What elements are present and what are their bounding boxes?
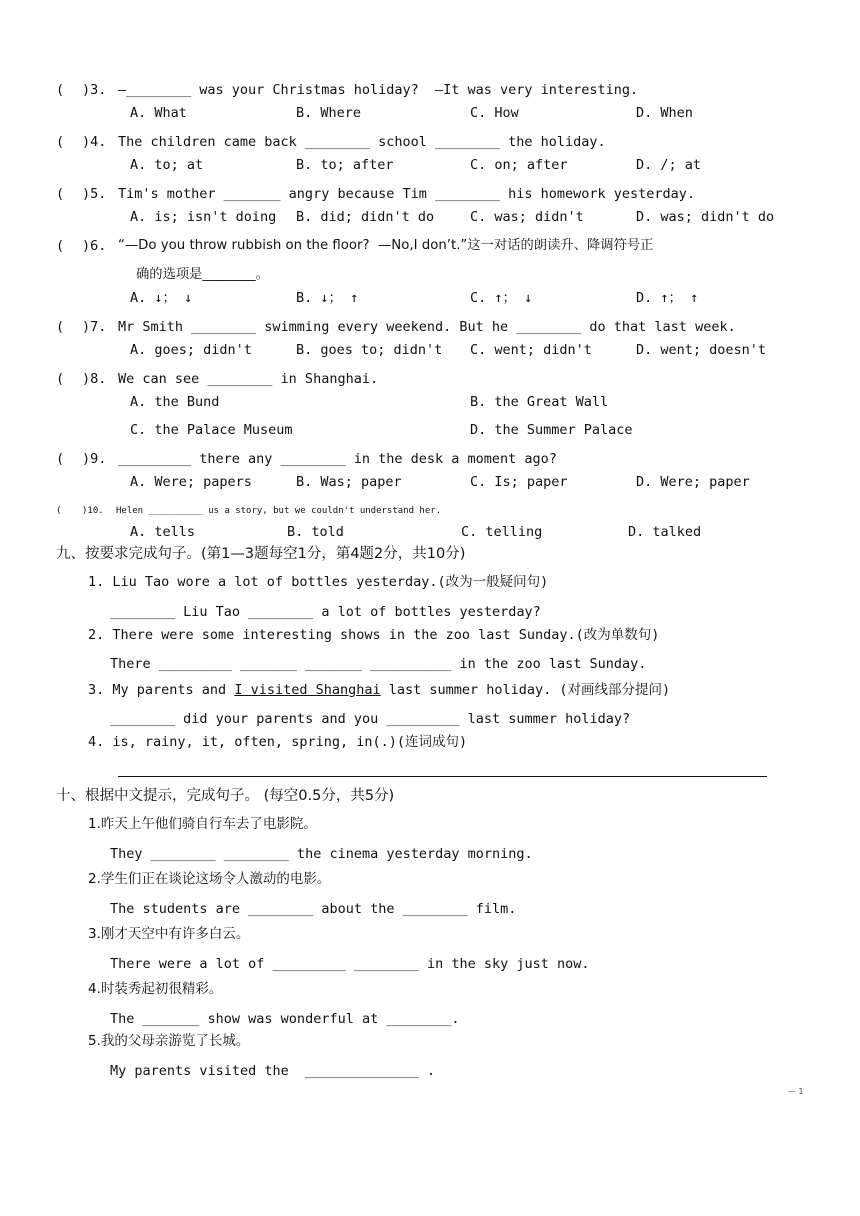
answer-line <box>118 776 767 777</box>
section-nine-title: 九、按要求完成句子。(第1—3题每空1分，第4题2分，共10分) <box>56 546 466 562</box>
option-b: B. ↓； ↑ <box>296 290 359 306</box>
section-ten-a3: There were a lot of _________ ________ in the sky just now. <box>110 956 590 972</box>
section-ten-a2: The students are ________ about the ________ film. <box>110 901 517 917</box>
question-number: ( <box>56 319 65 335</box>
question-stem: _________ there any ________ in the desk a moment ago? <box>118 451 557 467</box>
section-ten-a5: My parents visited the ______________ . <box>110 1063 436 1079</box>
section-ten-q5: 5.我的父母亲游览了长城。 <box>88 1033 250 1049</box>
question-number: )9. <box>82 451 107 467</box>
option-b: B. Was; paper <box>296 474 402 490</box>
option-b: B. told <box>287 524 344 540</box>
section-nine-q2: 2. There were some interesting shows in the zoo last Sunday.(改为单数句) <box>88 627 660 643</box>
question-number: ( <box>56 238 65 254</box>
option-b: B. to; after <box>296 157 394 173</box>
option-c: C. Is; paper <box>470 474 568 490</box>
question-number: ( <box>56 371 65 387</box>
option-c: C. went; didn't <box>470 342 592 358</box>
section-ten-title: 十、根据中文提示，完成句子。 (每空0.5分，共5分) <box>56 788 395 804</box>
question-stem: We can see ________ in Shanghai. <box>118 371 379 387</box>
option-c: C. telling <box>461 524 543 540</box>
option-d: D. When <box>636 105 693 121</box>
option-c: C. was; didn't <box>470 209 584 225</box>
option-d: D. the Summer Palace <box>470 422 633 438</box>
section-ten-q4: 4.时装秀起初很精彩。 <box>88 981 223 997</box>
option-c: C. the Palace Museum <box>130 422 293 438</box>
option-a: A. ↓； ↓ <box>130 290 193 306</box>
option-d: D. was; didn't do <box>636 209 775 225</box>
question-number: ( <box>56 82 65 98</box>
question-number: )6. <box>82 238 107 254</box>
section-ten-q1: 1.昨天上午他们骑自行车去了电影院。 <box>88 816 317 832</box>
section-ten-a4: The _______ show was wonderful at ________. <box>110 1011 460 1027</box>
option-b: B. goes to; didn't <box>296 342 443 358</box>
question-number: ( <box>56 506 62 516</box>
option-d: D. /; at <box>636 157 702 173</box>
section-nine-q3: 3. My parents and I visited Shanghai last summer holiday. (对画线部分提问) <box>88 682 671 698</box>
option-b: B. the Great Wall <box>470 394 609 410</box>
section-ten-a1: They ________ ________ the cinema yesterday morning. <box>110 846 533 862</box>
option-a: A. goes; didn't <box>130 342 252 358</box>
question-number: )10. <box>82 506 104 516</box>
option-d: D. Were; paper <box>636 474 750 490</box>
question-stem: Helen __________ us a story, but we couldn't understand her. <box>116 506 442 516</box>
section-ten-q3: 3.刚才天空中有许多白云。 <box>88 926 250 942</box>
question-stem: “—Do you throw rubbish on the floor? —No,I don’t.”这一对话的朗读升、降调符号正 <box>118 238 654 253</box>
section-nine-a3: ________ did your parents and you _________ last summer holiday? <box>110 711 631 727</box>
section-ten-q2: 2.学生们正在谈论这场令人激动的电影。 <box>88 871 331 887</box>
question-stem-continued: 确的选项是________。 <box>136 267 269 282</box>
option-d: D. went; doesn't <box>636 342 767 358</box>
question-number: ( <box>56 451 65 467</box>
option-d: D. talked <box>628 524 702 540</box>
option-a: A. What <box>130 105 187 121</box>
question-number: ( <box>56 134 65 150</box>
option-a: A. Were; papers <box>130 474 252 490</box>
option-a: A. the Bund <box>130 394 220 410</box>
option-a: A. is; isn't doing <box>130 209 277 225</box>
question-number: )5. <box>82 186 107 202</box>
option-d: D. ↑； ↑ <box>636 290 699 306</box>
option-c: C. ↑； ↓ <box>470 290 533 306</box>
option-b: B. Where <box>296 105 362 121</box>
question-stem: Mr Smith ________ swimming every weekend. But he ________ do that last week. <box>118 319 736 335</box>
question-stem: The children came back ________ school ________ the holiday. <box>118 134 606 150</box>
question-number: )4. <box>82 134 107 150</box>
question-stem: Tim's mother _______ angry because Tim ________ his homework yesterday. <box>118 186 696 202</box>
page-number: — 1 <box>788 1087 804 1096</box>
option-a: A. to; at <box>130 157 204 173</box>
underlined-phrase: I visited Shanghai <box>234 682 381 698</box>
option-c: C. on; after <box>470 157 568 173</box>
question-number: )8. <box>82 371 107 387</box>
option-b: B. did; didn't do <box>296 209 435 225</box>
question-number: )7. <box>82 319 107 335</box>
option-c: C. How <box>470 105 519 121</box>
option-a: A. tells <box>130 524 196 540</box>
section-nine-q4: 4. is, rainy, it, often, spring, in(.)(连词成句) <box>88 734 468 750</box>
question-number: )3. <box>82 82 107 98</box>
section-nine-q1: 1. Liu Tao wore a lot of bottles yesterday.(改为一般疑问句) <box>88 574 549 590</box>
question-number: ( <box>56 186 65 202</box>
section-nine-a2: There _________ _______ _______ __________ in the zoo last Sunday. <box>110 656 647 672</box>
question-stem: —________ was your Christmas holiday? —It was very interesting. <box>118 82 639 98</box>
section-nine-a1: ________ Liu Tao ________ a lot of bottles yesterday? <box>110 604 541 620</box>
